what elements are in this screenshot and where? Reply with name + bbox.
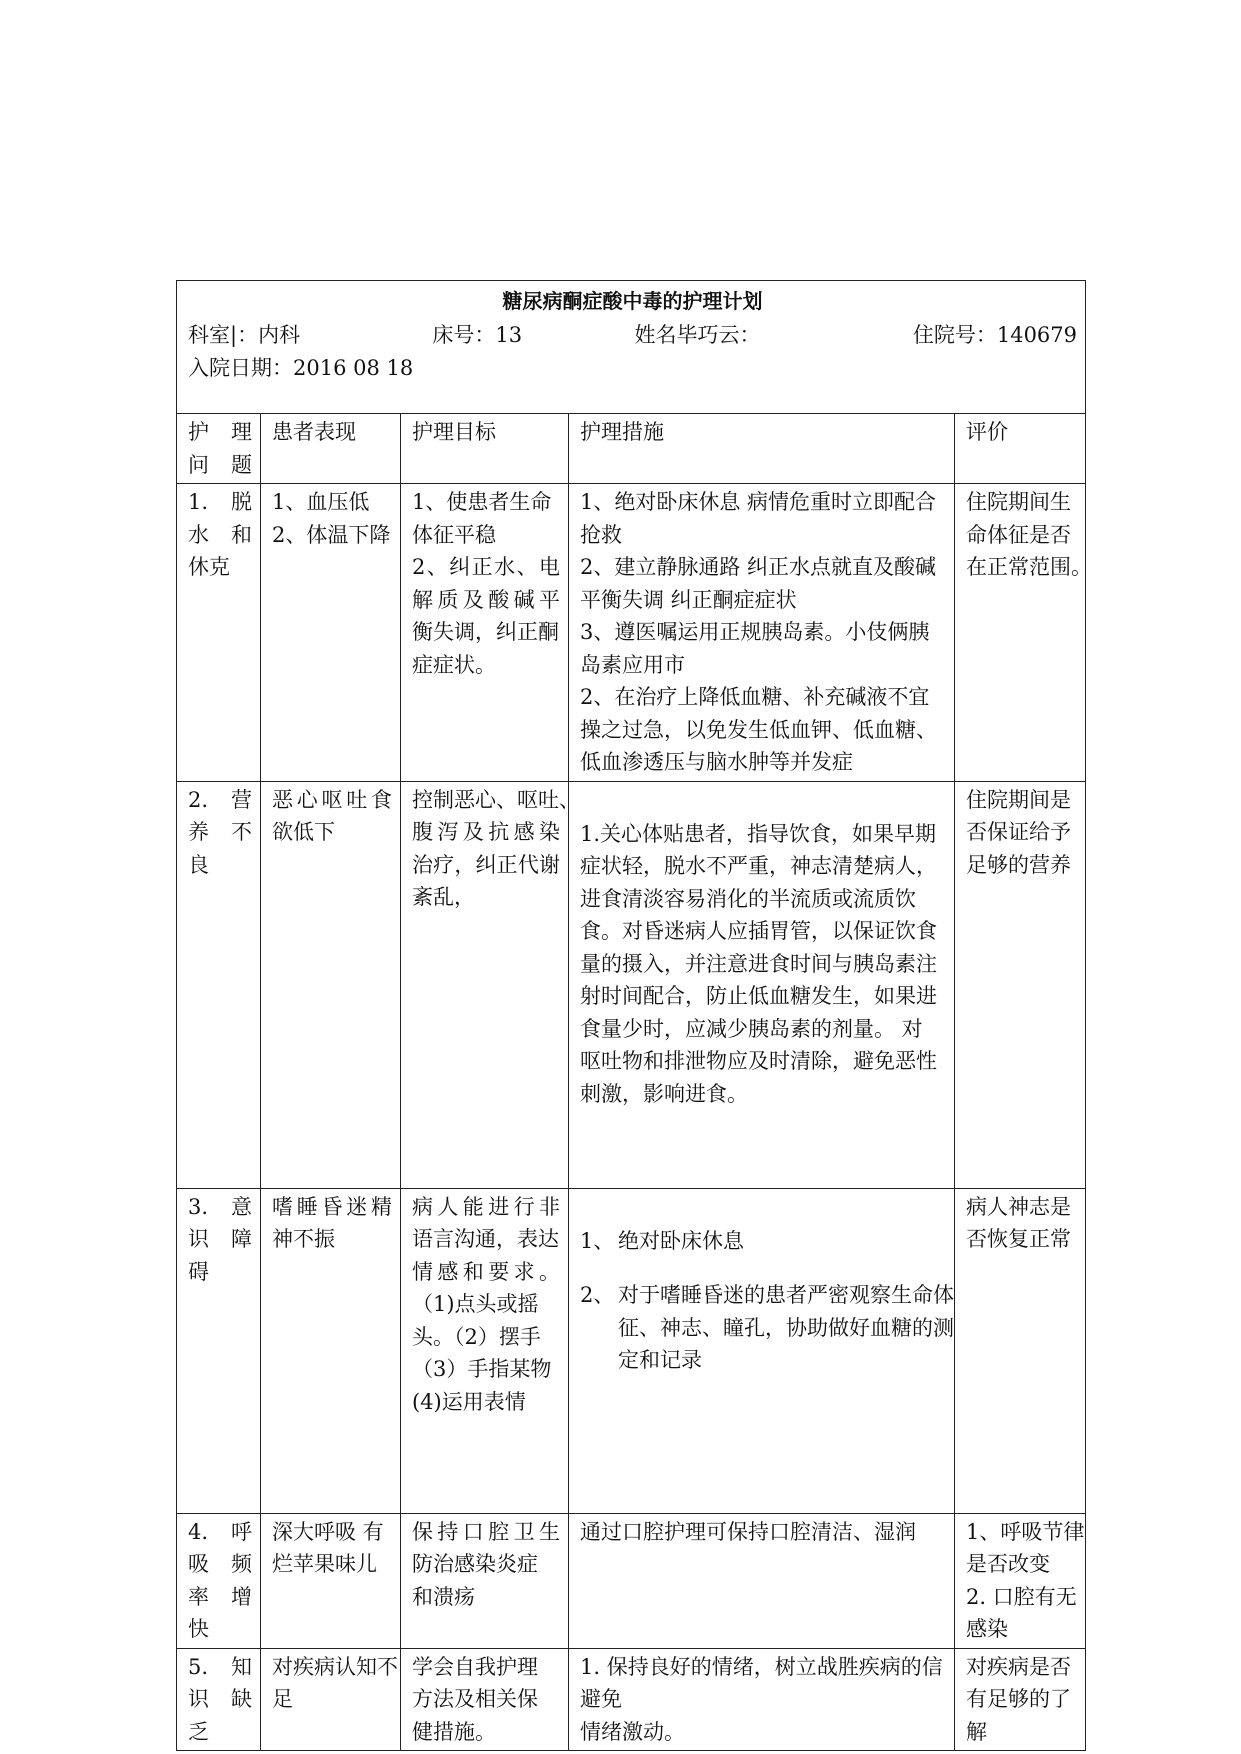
symptoms-cell: 对疾病认知不 足	[261, 1648, 401, 1751]
measures-cell: 1、绝对卧床休息 病情危重时立即配合 抢救 2、建立静脉通路 纠正水点就直及酸碱 平衡失调 纠正酮症症状 3、遵医嘱运用正规胰岛素。小伎俩胰 岛素应用市 2、在治疗上降低血糖、补充碱液不宜 操之过急，以免发生低血钾、低血糖、 低血渗透压与脑水肿等并发症	[569, 484, 955, 782]
symptoms-cell: 1、血压低 2、体温下降	[261, 484, 401, 782]
department: 科室|：内科	[188, 323, 301, 347]
header-cell	[177, 281, 1086, 414]
symptoms-cell: 嗜睡昏迷精 神不振	[261, 1188, 401, 1513]
goals-cell: 控制恶心、呕吐、 腹泻及抗感染 治疗，纠正代谢 紊乱，	[401, 781, 569, 1188]
goals-cell: 1、使患者生命 体征平稳 2、纠正水、电 解质及酸碱平 衡失调，纠正酮 症症状。	[401, 484, 569, 782]
evaluation-cell: 住院期间生 命体征是否 在正常范围。	[955, 484, 1086, 782]
col-header-goals: 护理目标	[401, 414, 569, 484]
goals-cell: 病人能进行非 语言沟通，表达 情感和要求。 （1)点头或摇 头。（2）摆手 （3）手指某物 (4)运用表情	[401, 1188, 569, 1513]
goals-cell: 学会自我护理 方法及相关保 健措施。	[401, 1648, 569, 1751]
symptoms-cell: 深大呼吸 有 烂苹果味儿	[261, 1513, 401, 1648]
patient-name: 姓名毕巧云：	[634, 323, 761, 347]
col-header-problem: 护 理 问 题	[177, 414, 261, 484]
problem-cell: 4. 呼 吸 频 率 增 快	[177, 1513, 261, 1648]
nursing-plan-table	[176, 280, 1092, 1751]
col-header-evaluation: 评价	[955, 414, 1086, 484]
bed-number: 床号：13	[432, 323, 523, 347]
column-header-row	[177, 414, 1086, 484]
document-title: 糖尿病酮症酸中毒的护理计划	[502, 289, 763, 313]
evaluation-cell: 1、呼吸节律 是否改变 2. 口腔有无 感染	[955, 1513, 1086, 1648]
table-row	[177, 1188, 1086, 1513]
col-header-symptoms: 患者表现	[261, 414, 401, 484]
admission-date: 入院日期：2016 08 18	[188, 356, 414, 380]
admission-number: 住院号：140679	[912, 323, 1078, 347]
measures-cell: 通过口腔护理可保持口腔清洁、湿润	[569, 1513, 955, 1648]
table-row	[177, 484, 1086, 782]
measures-cell: 1.关心体贴患者，指导饮食，如果早期 症状轻，脱水不严重，神志清楚病人， 进食清淡容易消化的半流质或流质饮 食。对昏迷病人应插胃管，以保证饮食 量的摄入，并注意进食时间与胰岛素注 射时间配合，防止低血糖发生，如果进 食量少时，应减少胰岛素的剂量。 对 呕吐物和排泄物应及时清除，避免恶性 刺激，影响进食。	[569, 781, 955, 1188]
table-row	[177, 1513, 1086, 1648]
evaluation-cell: 住院期间是 否保证给予 足够的营养	[955, 781, 1086, 1188]
measures-cell: 1. 保持良好的情绪，树立战胜疾病的信 避免 情绪激动。	[569, 1648, 955, 1751]
col-header-measures: 护理措施	[569, 414, 955, 484]
evaluation-cell: 对疾病是否 有足够的了 解	[955, 1648, 1086, 1751]
table-row	[177, 781, 1086, 1188]
goals-cell: 保持口腔卫生 防治感染炎症 和溃疡	[401, 1513, 569, 1648]
problem-cell: 5. 知 识 缺 乏	[177, 1648, 261, 1751]
symptoms-cell: 恶心呕吐食 欲低下	[261, 781, 401, 1188]
list-item: 1、 绝对卧床休息	[580, 1228, 744, 1253]
patient-info-line	[188, 319, 1077, 352]
evaluation-cell: 病人神志是 否恢复正常	[955, 1188, 1086, 1513]
problem-cell: 3. 意 识 障 碍	[177, 1188, 261, 1513]
problem-cell: 2. 营 养 不 良	[177, 781, 261, 1188]
list-item: 2、 对于嗜睡昏迷的患者严密观察生命体 征、神志、瞳孔，协助做好血糖的测 定和记录	[580, 1283, 954, 1372]
problem-cell: 1. 脱 水 和 休克	[177, 484, 261, 782]
measures-cell	[569, 1188, 955, 1513]
table-row	[177, 1648, 1086, 1751]
